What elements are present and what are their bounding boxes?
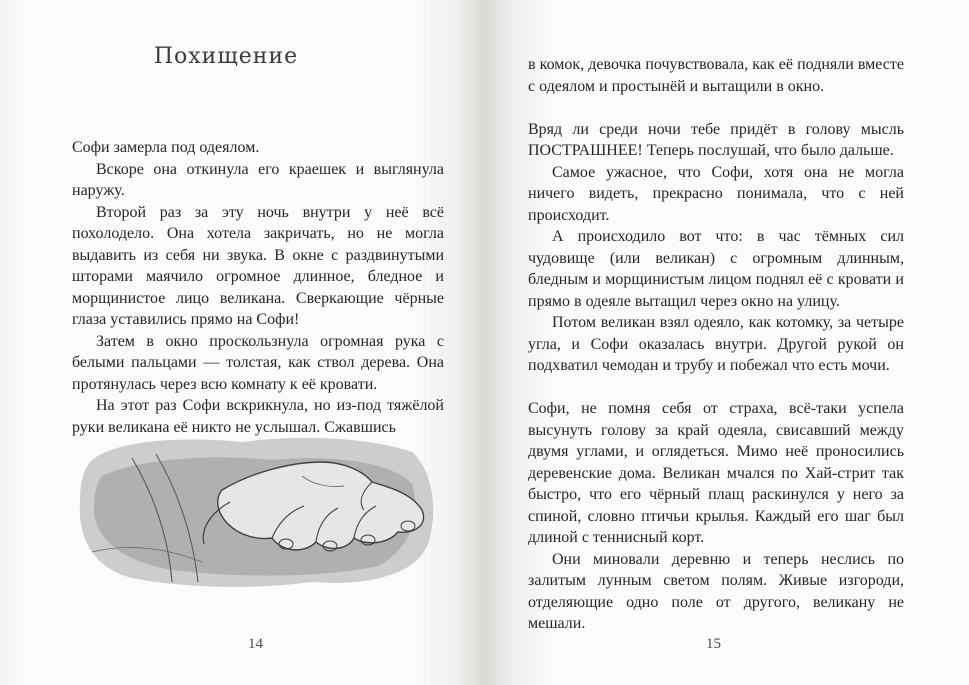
paragraph: Вряд ли среди ночи тебе придёт в голову мысль ПОСТРАШНЕЕ! Теперь послушай, что было дальше. <box>528 120 904 159</box>
paragraph: На этот раз Софи вскрикнула, но из-под тяжёлой руки великана её никто не услышал. Сжавшись <box>72 397 444 436</box>
paragraph: в комок, девочка почувствовала, как её подняли вместе с одеялом и простынёй и вытащили в окно. <box>528 56 904 95</box>
chapter-title: Похищение <box>153 44 299 69</box>
left-page <box>0 0 484 685</box>
paragraph: Затем в окно проскользнула огромная рука с белыми пальцами — толстая, как ствол дерева. Она протянулась через всю комнату к её кровати. <box>72 332 444 393</box>
paragraph: Самое ужасное, что Софи, хотя она не могла ничего видеть, прекрасно понимала, что с ней происходит. <box>528 163 904 224</box>
paragraph: Потом великан взял одеяло, как котомку, за четыре угла, и Софи оказалась внутри. Другой рукой он подхватил чемодан и трубу и побежал что есть мочи. <box>528 314 904 374</box>
right-page <box>484 0 969 685</box>
paragraph: А происходило вот что: в час тёмных сил чудовище (или великан) с огромным длинным, бледным и морщинистым лицом поднял её с кровати и прямо в одеяле вытащил через окно на улицу. <box>528 228 904 310</box>
paragraph: Вскоре она откинула его краешек и выглянула наружу. <box>72 160 444 199</box>
paragraph: Софи, не помня себя от страха, всё-таки успела высунуть голову за край одеяла, свисавший между двумя углами, и оглядеться. Мимо неё проносились деревенские дома. Великан мчался по Хай-стрит так быстро, что его чёрный плащ раскинулся у него за спиной, словно птичьи крылья. Каждый его шаг был длиной с теннисный корт. <box>528 400 904 546</box>
paragraph: Второй раз за эту ночь внутри у неё всё похолодело. Она хотела закричать, но не могла выдавить из себя ни звука. В окне с раздвинутыми шторами маячило огромное длинное, бледное и морщинистое лицо великана. Сверкающие чёрные глаза уставились прямо на Софи! <box>72 203 444 328</box>
page-number: 15 <box>706 636 721 652</box>
paragraph: Они миновали деревню и теперь неслись по залитым лунным светом полям. Живые изгороди, отделяющие одно поле от другого, великану не мешали. <box>528 550 904 632</box>
giant-hand-illustration <box>72 432 438 592</box>
page-number: 14 <box>248 636 263 652</box>
paragraph: Софи замерла под одеялом. <box>72 139 260 156</box>
left-page-text <box>72 137 444 438</box>
right-page-text <box>528 54 904 635</box>
